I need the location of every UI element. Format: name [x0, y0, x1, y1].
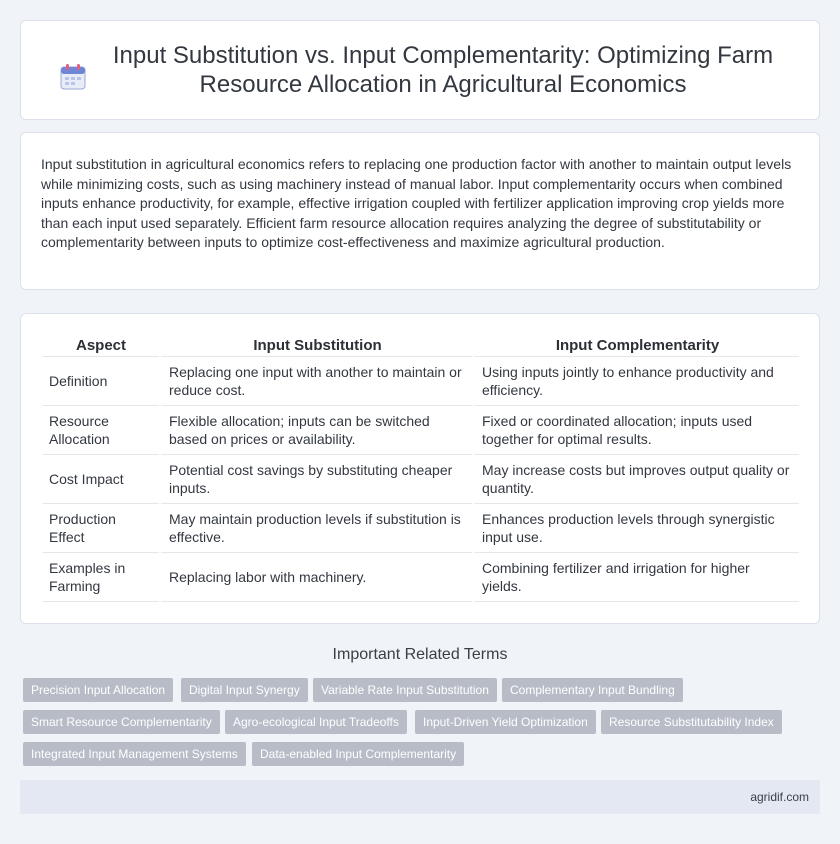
table-row — [43, 553, 799, 602]
row-complementarity: Enhances production levels through synergistic input use. — [472, 504, 799, 553]
table-row — [43, 357, 799, 406]
row-aspect: Cost Impact — [43, 455, 159, 504]
header-input-complementarity: Input Complementarity — [472, 334, 799, 357]
comparison-table — [43, 334, 799, 602]
related-tag[interactable]: Input-Driven Yield Optimization — [415, 710, 596, 734]
table-row — [43, 455, 799, 504]
row-substitution: May maintain production levels if substitution is effective. — [159, 504, 472, 553]
row-substitution: Replacing labor with machinery. — [159, 553, 472, 602]
related-terms-title: Important Related Terms — [332, 646, 508, 663]
table-header-row — [43, 334, 799, 357]
row-complementarity: Using inputs jointly to enhance productivity and efficiency. — [472, 357, 799, 406]
row-complementarity: Combining fertilizer and irrigation for higher yields. — [472, 553, 799, 602]
footer — [20, 780, 820, 814]
page-title: Input Substitution vs. Input Complementarity: Optimizing Farm Resource Allocation in Agricultural Economics — [112, 42, 774, 98]
row-complementarity: Fixed or coordinated allocation; inputs used together for optimal results. — [472, 406, 799, 455]
title-card — [20, 20, 820, 120]
calendar-icon — [60, 63, 86, 91]
row-aspect: Definition — [43, 357, 159, 406]
related-tag[interactable]: Complementary Input Bundling — [502, 678, 683, 702]
row-substitution: Potential cost savings by substituting cheaper inputs. — [159, 455, 472, 504]
related-tag[interactable]: Data-enabled Input Complementarity — [252, 742, 464, 766]
row-complementarity: May increase costs but improves output quality or quantity. — [472, 455, 799, 504]
related-tag[interactable]: Precision Input Allocation — [23, 678, 173, 702]
table-row — [43, 406, 799, 455]
intro-card — [20, 132, 820, 290]
related-tag[interactable]: Resource Substitutability Index — [601, 710, 782, 734]
related-tag[interactable]: Variable Rate Input Substitution — [313, 678, 497, 702]
title-wrap — [60, 41, 780, 99]
row-aspect: Production Effect — [43, 504, 159, 553]
row-aspect: Resource Allocation — [43, 406, 159, 455]
intro-paragraph: Input substitution in agricultural economics refers to replacing one production factor with another to maintain output levels while minimizing costs, such as using machinery instead of manual labor. Input complementarity occurs when combined inputs enhance productivity, for example, effective irrigation coupled with fertilizer application improving crop yields more than each input used separately. Efficient farm resource allocation requires analyzing the degree of substitutability or complementarity between inputs to optimize cost-effectiveness and maximize agricultural production. — [41, 156, 792, 250]
table-row — [43, 504, 799, 553]
row-aspect: Examples in Farming — [43, 553, 159, 602]
header-aspect: Aspect — [43, 334, 159, 357]
row-substitution: Replacing one input with another to maintain or reduce cost. — [159, 357, 472, 406]
header-input-substitution: Input Substitution — [159, 334, 472, 357]
related-tag[interactable]: Digital Input Synergy — [181, 678, 308, 702]
related-tag[interactable]: Smart Resource Complementarity — [23, 710, 220, 734]
related-tag[interactable]: Agro-ecological Input Tradeoffs — [225, 710, 407, 734]
footer-site[interactable]: agridif.com — [750, 790, 809, 804]
comparison-table-card — [20, 313, 820, 624]
related-tag[interactable]: Integrated Input Management Systems — [23, 742, 246, 766]
row-substitution: Flexible allocation; inputs can be switched based on prices or availability. — [159, 406, 472, 455]
